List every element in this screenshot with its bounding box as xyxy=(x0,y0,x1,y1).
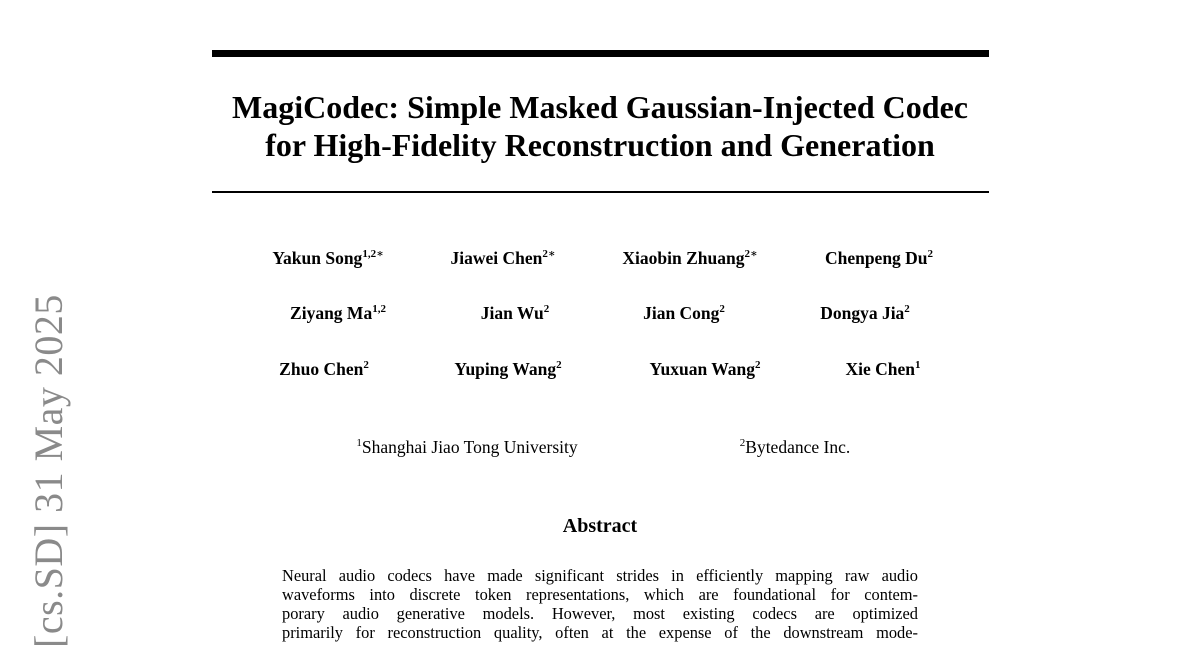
arxiv-identifier-stamp: [cs.SD] 31 May 2025 xyxy=(26,294,71,648)
abstract-text-line: Neural audio codecs have made significant strides in efficiently mapping raw audio xyxy=(282,566,918,585)
author-name: Ziyang Ma xyxy=(290,303,373,323)
author-name: Yuxuan Wang xyxy=(649,359,756,379)
author-affiliation-mark: 2 xyxy=(927,248,934,260)
author-name: Xie Chen xyxy=(845,359,916,379)
author-name: Xiaobin Zhuang xyxy=(622,248,745,268)
author-affiliation-mark: 2 xyxy=(363,359,369,371)
author xyxy=(649,359,760,380)
author-affiliation-mark: 1,2 xyxy=(372,303,386,315)
paper-title xyxy=(160,88,1040,164)
author-affiliation-mark: 2 xyxy=(904,303,910,315)
author xyxy=(643,303,725,324)
author xyxy=(451,248,556,269)
author-affiliation-mark: 2 xyxy=(755,359,761,371)
title-top-rule xyxy=(212,50,989,57)
author-name: Dongya Jia xyxy=(820,303,905,323)
abstract-text-line: waveforms into discrete token representations, which are foundational for contem- xyxy=(282,585,918,604)
author xyxy=(481,303,550,324)
author-name: Jiawei Chen xyxy=(450,248,543,268)
affiliation-name: Shanghai Jiao Tong University xyxy=(361,437,578,457)
paper-title-line-1: MagiCodec: Simple Masked Gaussian-Injected Codec xyxy=(232,89,968,125)
affiliation xyxy=(740,437,850,458)
author-name: Chenpeng Du xyxy=(824,248,928,268)
author xyxy=(825,248,933,269)
affiliation-name: Bytedance Inc. xyxy=(745,437,851,457)
affiliation xyxy=(356,437,577,458)
author-affiliation-mark: 2 xyxy=(719,303,725,315)
title-bottom-rule xyxy=(212,191,989,193)
abstract-text-line: primarily for reconstruction quality, often at the expense of the downstream mode- xyxy=(282,623,918,642)
author xyxy=(290,303,386,324)
author-affiliation-mark: 2∗ xyxy=(744,248,758,260)
abstract-text-line: porary audio generative models. However, most existing codecs are optimized xyxy=(282,604,918,623)
author xyxy=(454,359,561,380)
author-affiliation-mark: 2 xyxy=(556,359,562,371)
author-name: Yuping Wang xyxy=(454,359,557,379)
author-affiliation-mark: 1,2∗ xyxy=(362,248,384,260)
author-name: Zhuo Chen xyxy=(279,359,364,379)
affiliation-mark: 2 xyxy=(739,437,746,449)
paper-title-line-2: for High-Fidelity Reconstruction and Generation xyxy=(265,127,935,163)
author xyxy=(279,359,369,380)
abstract-heading: Abstract xyxy=(562,515,638,537)
author xyxy=(820,303,910,324)
author-name: Jian Wu xyxy=(480,303,544,323)
author-name: Yakun Song xyxy=(272,248,363,268)
author xyxy=(622,248,757,269)
author xyxy=(272,248,383,269)
author-name: Jian Cong xyxy=(643,303,720,323)
author-affiliation-mark: 2∗ xyxy=(542,248,556,260)
author-affiliation-mark: 2 xyxy=(543,303,550,315)
author xyxy=(845,359,920,380)
affiliation-mark: 1 xyxy=(356,437,362,449)
author-affiliation-mark: 1 xyxy=(915,359,921,371)
